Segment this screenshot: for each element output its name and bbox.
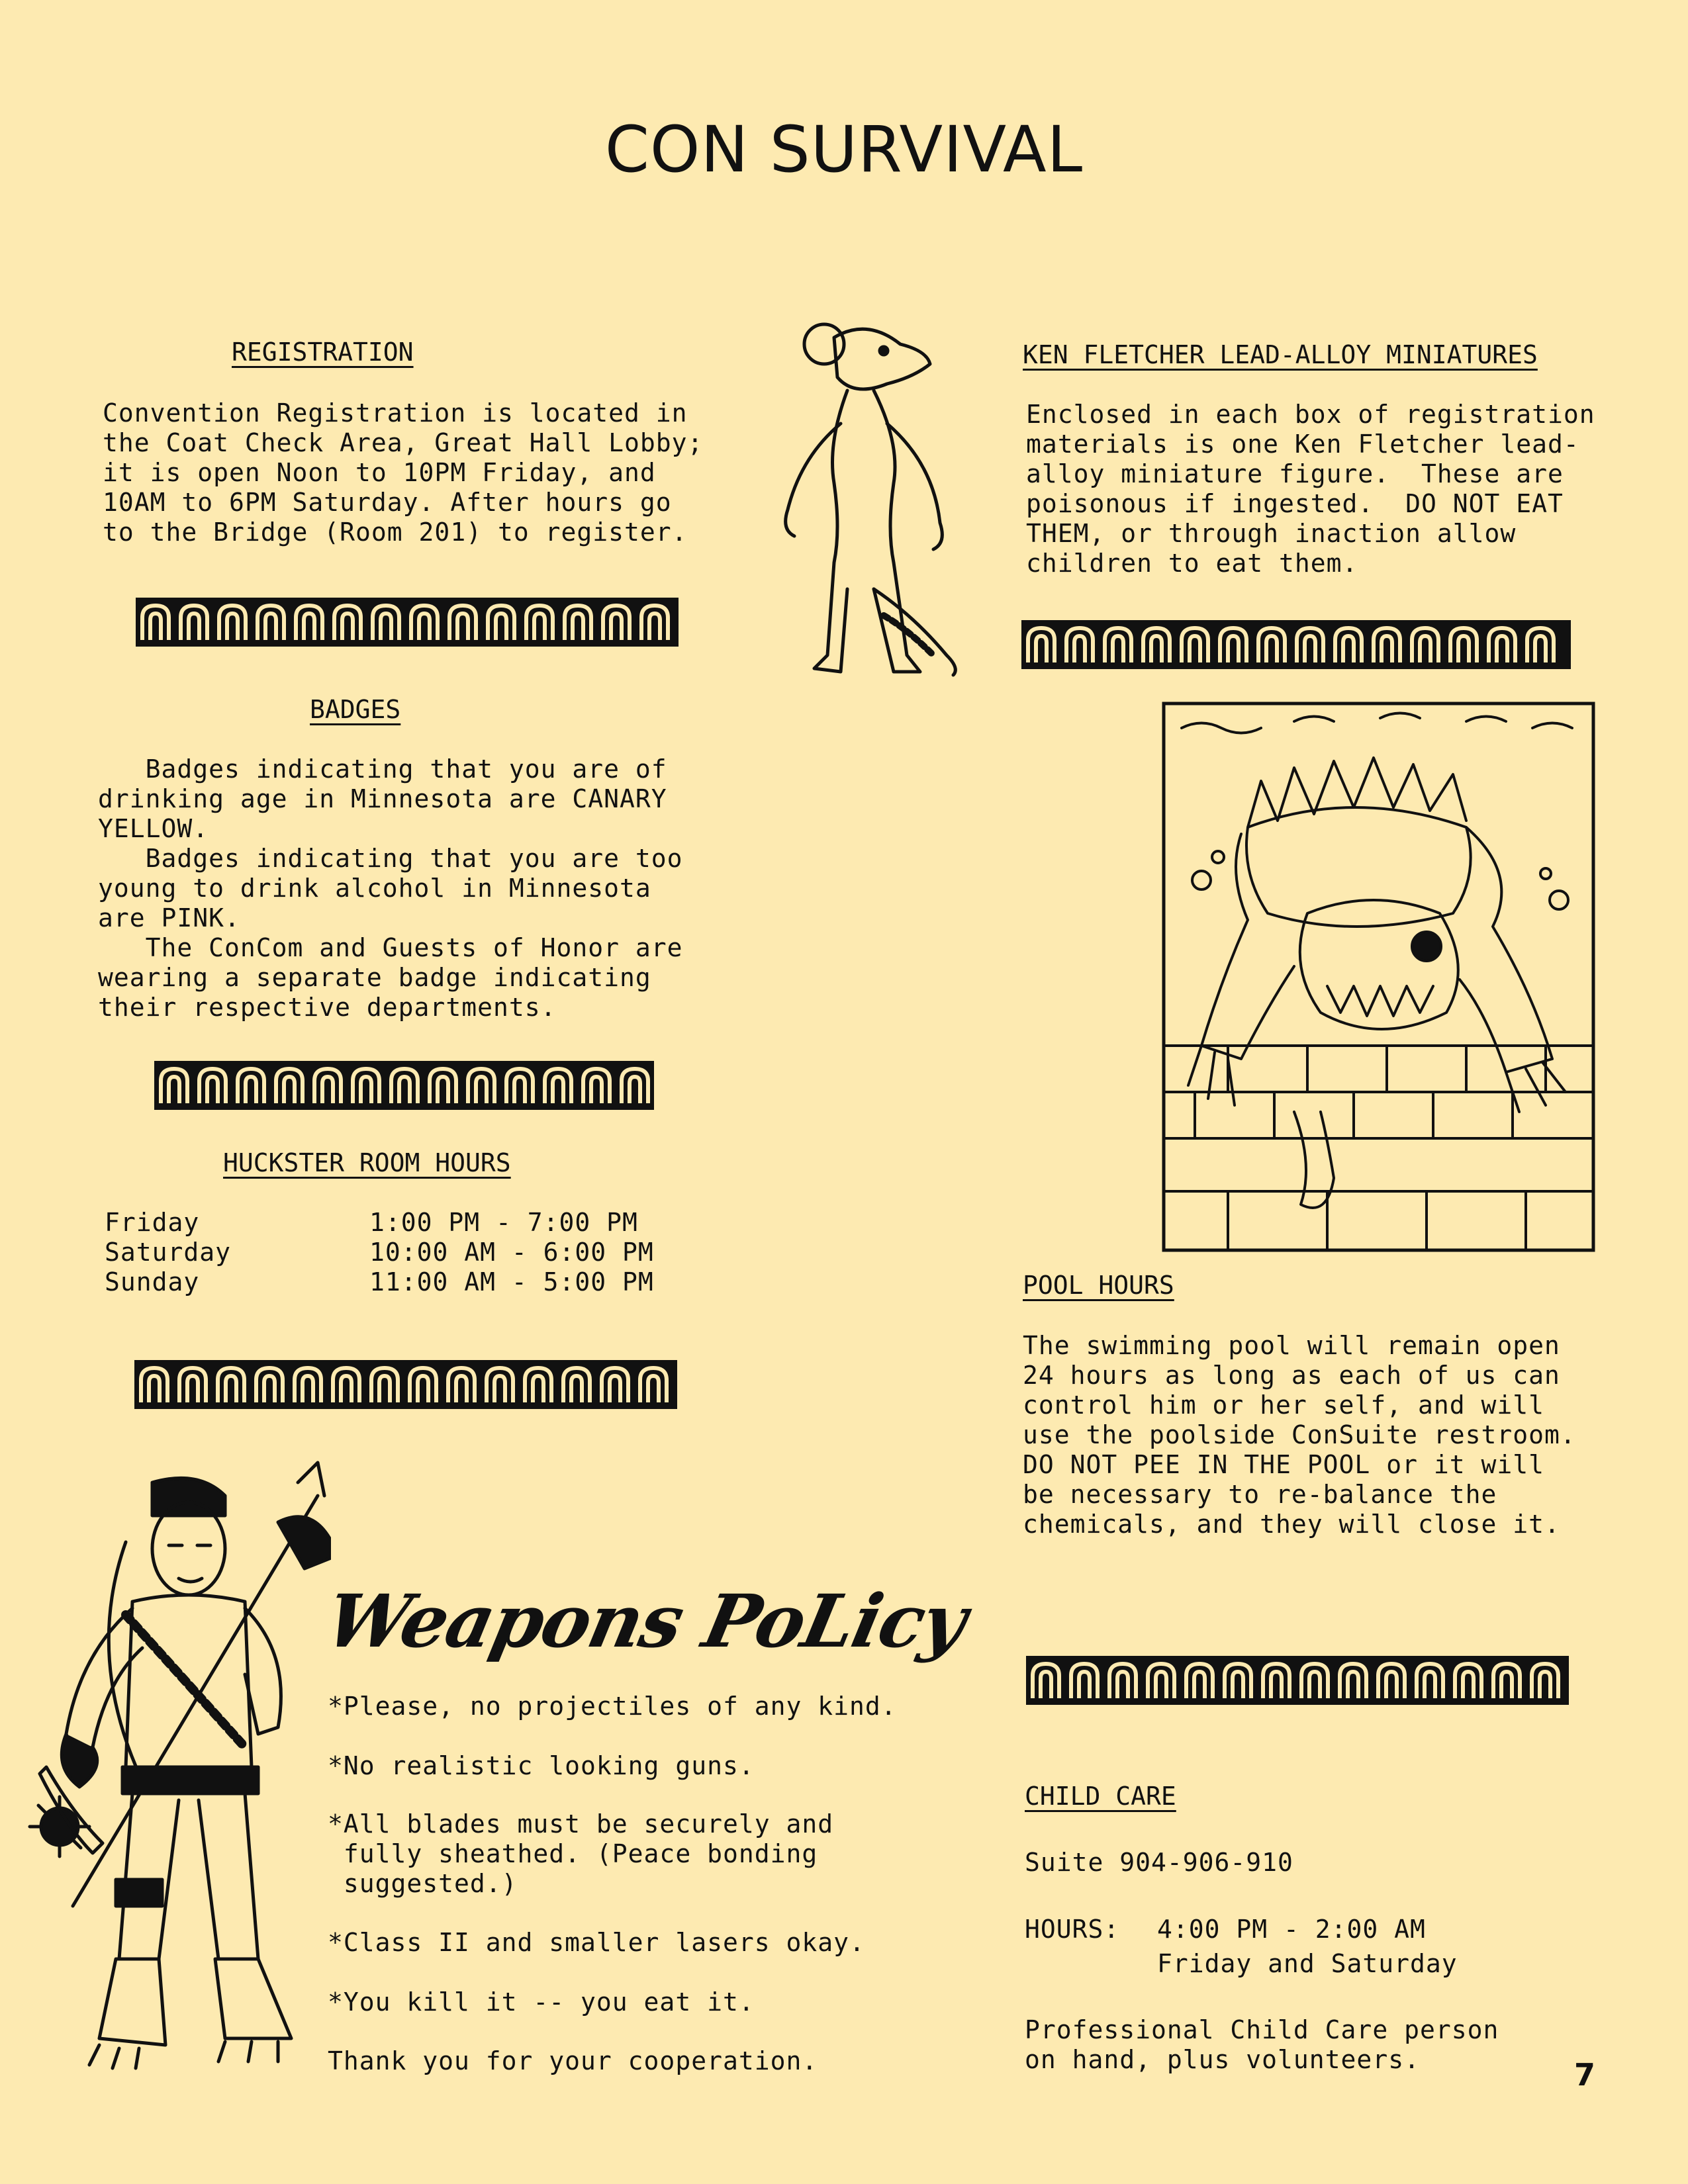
weapons-item-3: *All blades must be securely and fully sheathed. (Peace bonding suggested.) (328, 1809, 834, 1898)
child-care-hours-time: 4:00 PM - 2:00 AM (1157, 1915, 1426, 1944)
miniatures-heading: KEN FLETCHER LEAD-ALLOY MINIATURES (1023, 340, 1538, 369)
weapons-item-2: *No realistic looking guns. (328, 1751, 755, 1780)
pool-heading: POOL HOURS (1023, 1271, 1174, 1300)
weapons-item-1: *Please, no projectiles of any kind. (328, 1692, 897, 1721)
child-care-suite: Suite 904-906-910 (1025, 1848, 1293, 1877)
miniatures-text: Enclosed in each box of registration materials is one Ken Fletcher lead- alloy miniature figure. These are poisonous if ingested. DO NOT EAT THEM, or through inaction allow children to eat them. (1026, 400, 1595, 578)
weapons-heading: Weapons PoLicy (318, 1578, 974, 1664)
decorative-border-4 (1021, 620, 1571, 669)
huckster-hours-table (105, 1208, 654, 1297)
decorative-border-3 (134, 1360, 677, 1409)
registration-text: Convention Registration is located in the Coat Check Area, Great Hall Lobby; it is open Noon to 10PM Friday, and 10AM to 6PM Saturday. After hours go to the Bridge (Room 201) to register. (103, 398, 704, 547)
weapons-item-4: *Class II and smaller lasers okay. (328, 1928, 865, 1957)
huckster-row (105, 1208, 654, 1238)
huckster-day: Friday (105, 1208, 200, 1237)
huckster-row (105, 1267, 654, 1297)
pool-monster-illustration (1162, 702, 1595, 1252)
child-care-note: Professional Child Care person on hand, plus volunteers. (1025, 2015, 1499, 2074)
huckster-hours: 10:00 AM - 6:00 PM (369, 1238, 654, 1267)
child-care-heading: CHILD CARE (1025, 1782, 1176, 1811)
badges-heading: BADGES (310, 695, 401, 724)
page-title: CON SURVIVAL (604, 113, 1084, 187)
huckster-hours: 11:00 AM - 5:00 PM (369, 1267, 654, 1297)
pool-text: The swimming pool will remain open 24 hours as long as each of us can control him or her self, and will use the poolside ConSuite restroom. DO NOT PEE IN THE POOL or it will be necessary to re-balance the chemicals, and they will close it. (1023, 1331, 1576, 1539)
huckster-heading: HUCKSTER ROOM HOURS (223, 1148, 511, 1177)
badges-text: Badges indicating that you are of drinking age in Minnesota are CANARY YELLOW. Badges indicating that you are too young to drink alcohol in Minnesota are PINK. The ConCom and Guests of Honor are wearing a separate badge indicating their respective departments. (98, 754, 683, 1022)
huckster-hours: 1:00 PM - 7:00 PM (369, 1208, 638, 1237)
child-care-hours-label: HOURS: (1025, 1915, 1120, 1944)
weapons-thanks: Thank you for your cooperation. (328, 2046, 818, 2075)
barbarian-warrior-illustration (26, 1456, 331, 2091)
decorative-border-2 (154, 1061, 654, 1110)
child-care-hours-days: Friday and Saturday (1157, 1949, 1458, 1978)
weapons-item-5: *You kill it -- you eat it. (328, 1987, 755, 2017)
huckster-day: Saturday (105, 1238, 232, 1267)
huckster-day: Sunday (105, 1267, 200, 1297)
registration-heading: REGISTRATION (232, 338, 414, 367)
page-number: 7 (1574, 2057, 1596, 2093)
decorative-border-1 (136, 598, 679, 647)
rat-creature-illustration (774, 311, 966, 688)
decorative-border-5 (1026, 1656, 1569, 1705)
huckster-row (105, 1238, 654, 1267)
